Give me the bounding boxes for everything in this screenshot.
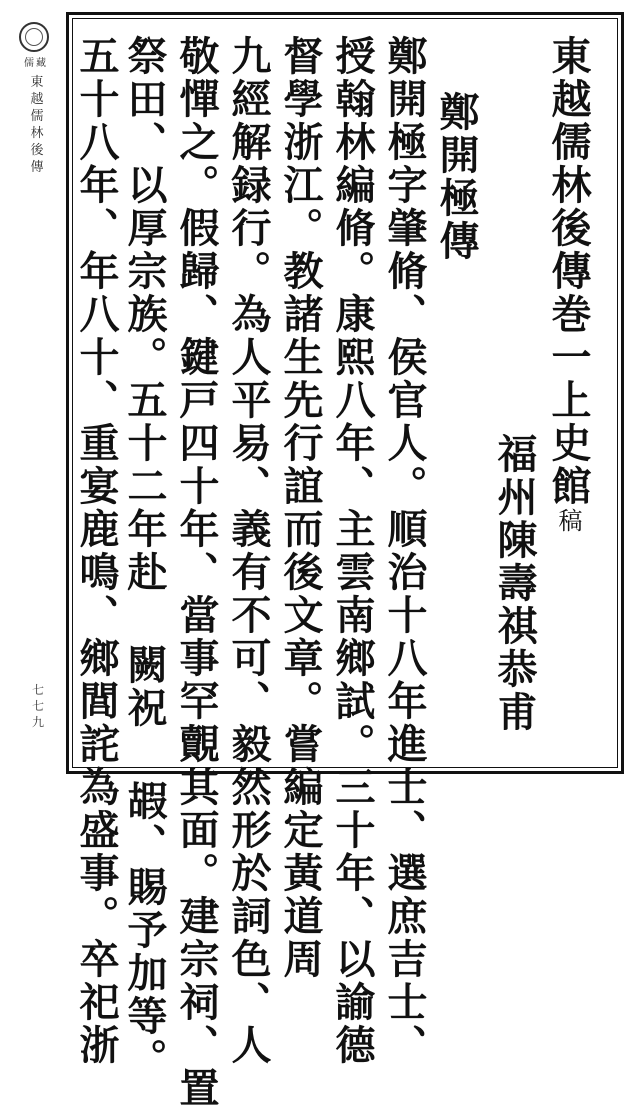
- title-main: 東越儒林後傳巻一上: [545, 35, 592, 422]
- body-column-3: 督學浙江。教諸生先行誼而後文章。嘗編定黃道周: [277, 35, 324, 981]
- section-heading: 鄭開極傳: [433, 91, 480, 263]
- body-column-4: 九經解録行。為人平易、義有不可、毅然形於詞色、人: [225, 35, 272, 1067]
- title-suffix: 史館: [545, 422, 592, 508]
- title-column: [545, 35, 591, 535]
- body-column-2: 授翰林編脩。康熙八年、主雲南鄉試。三十年、以諭德: [329, 35, 376, 1067]
- title-small: 稿: [554, 508, 582, 535]
- left-margin: [0, 0, 68, 800]
- seal-icon: [19, 22, 49, 52]
- series-title: 東越儒林後傳: [30, 75, 44, 175]
- author-column: 福州陳壽祺恭甫: [491, 433, 538, 734]
- body-column-6: 祭田、以厚宗族。五十二年赴 闕祝 嘏、賜予加等。: [121, 35, 168, 1081]
- body-column-1: 鄭開極字肇脩、侯官人。順治十八年進士、選庶吉士、: [381, 35, 428, 1067]
- body-column-7: 五十八年、年八十、重宴鹿鳴、鄉閭詫為盛事。卒祀浙: [73, 35, 120, 1067]
- page-frame: [66, 12, 624, 1110]
- body-column-5: 敬憚之。假歸、鍵戸四十年、當事罕覿其面。建宗祠、置: [173, 35, 220, 1110]
- seal-label: 儒藏: [24, 58, 48, 69]
- page-number: 七七九: [32, 683, 45, 729]
